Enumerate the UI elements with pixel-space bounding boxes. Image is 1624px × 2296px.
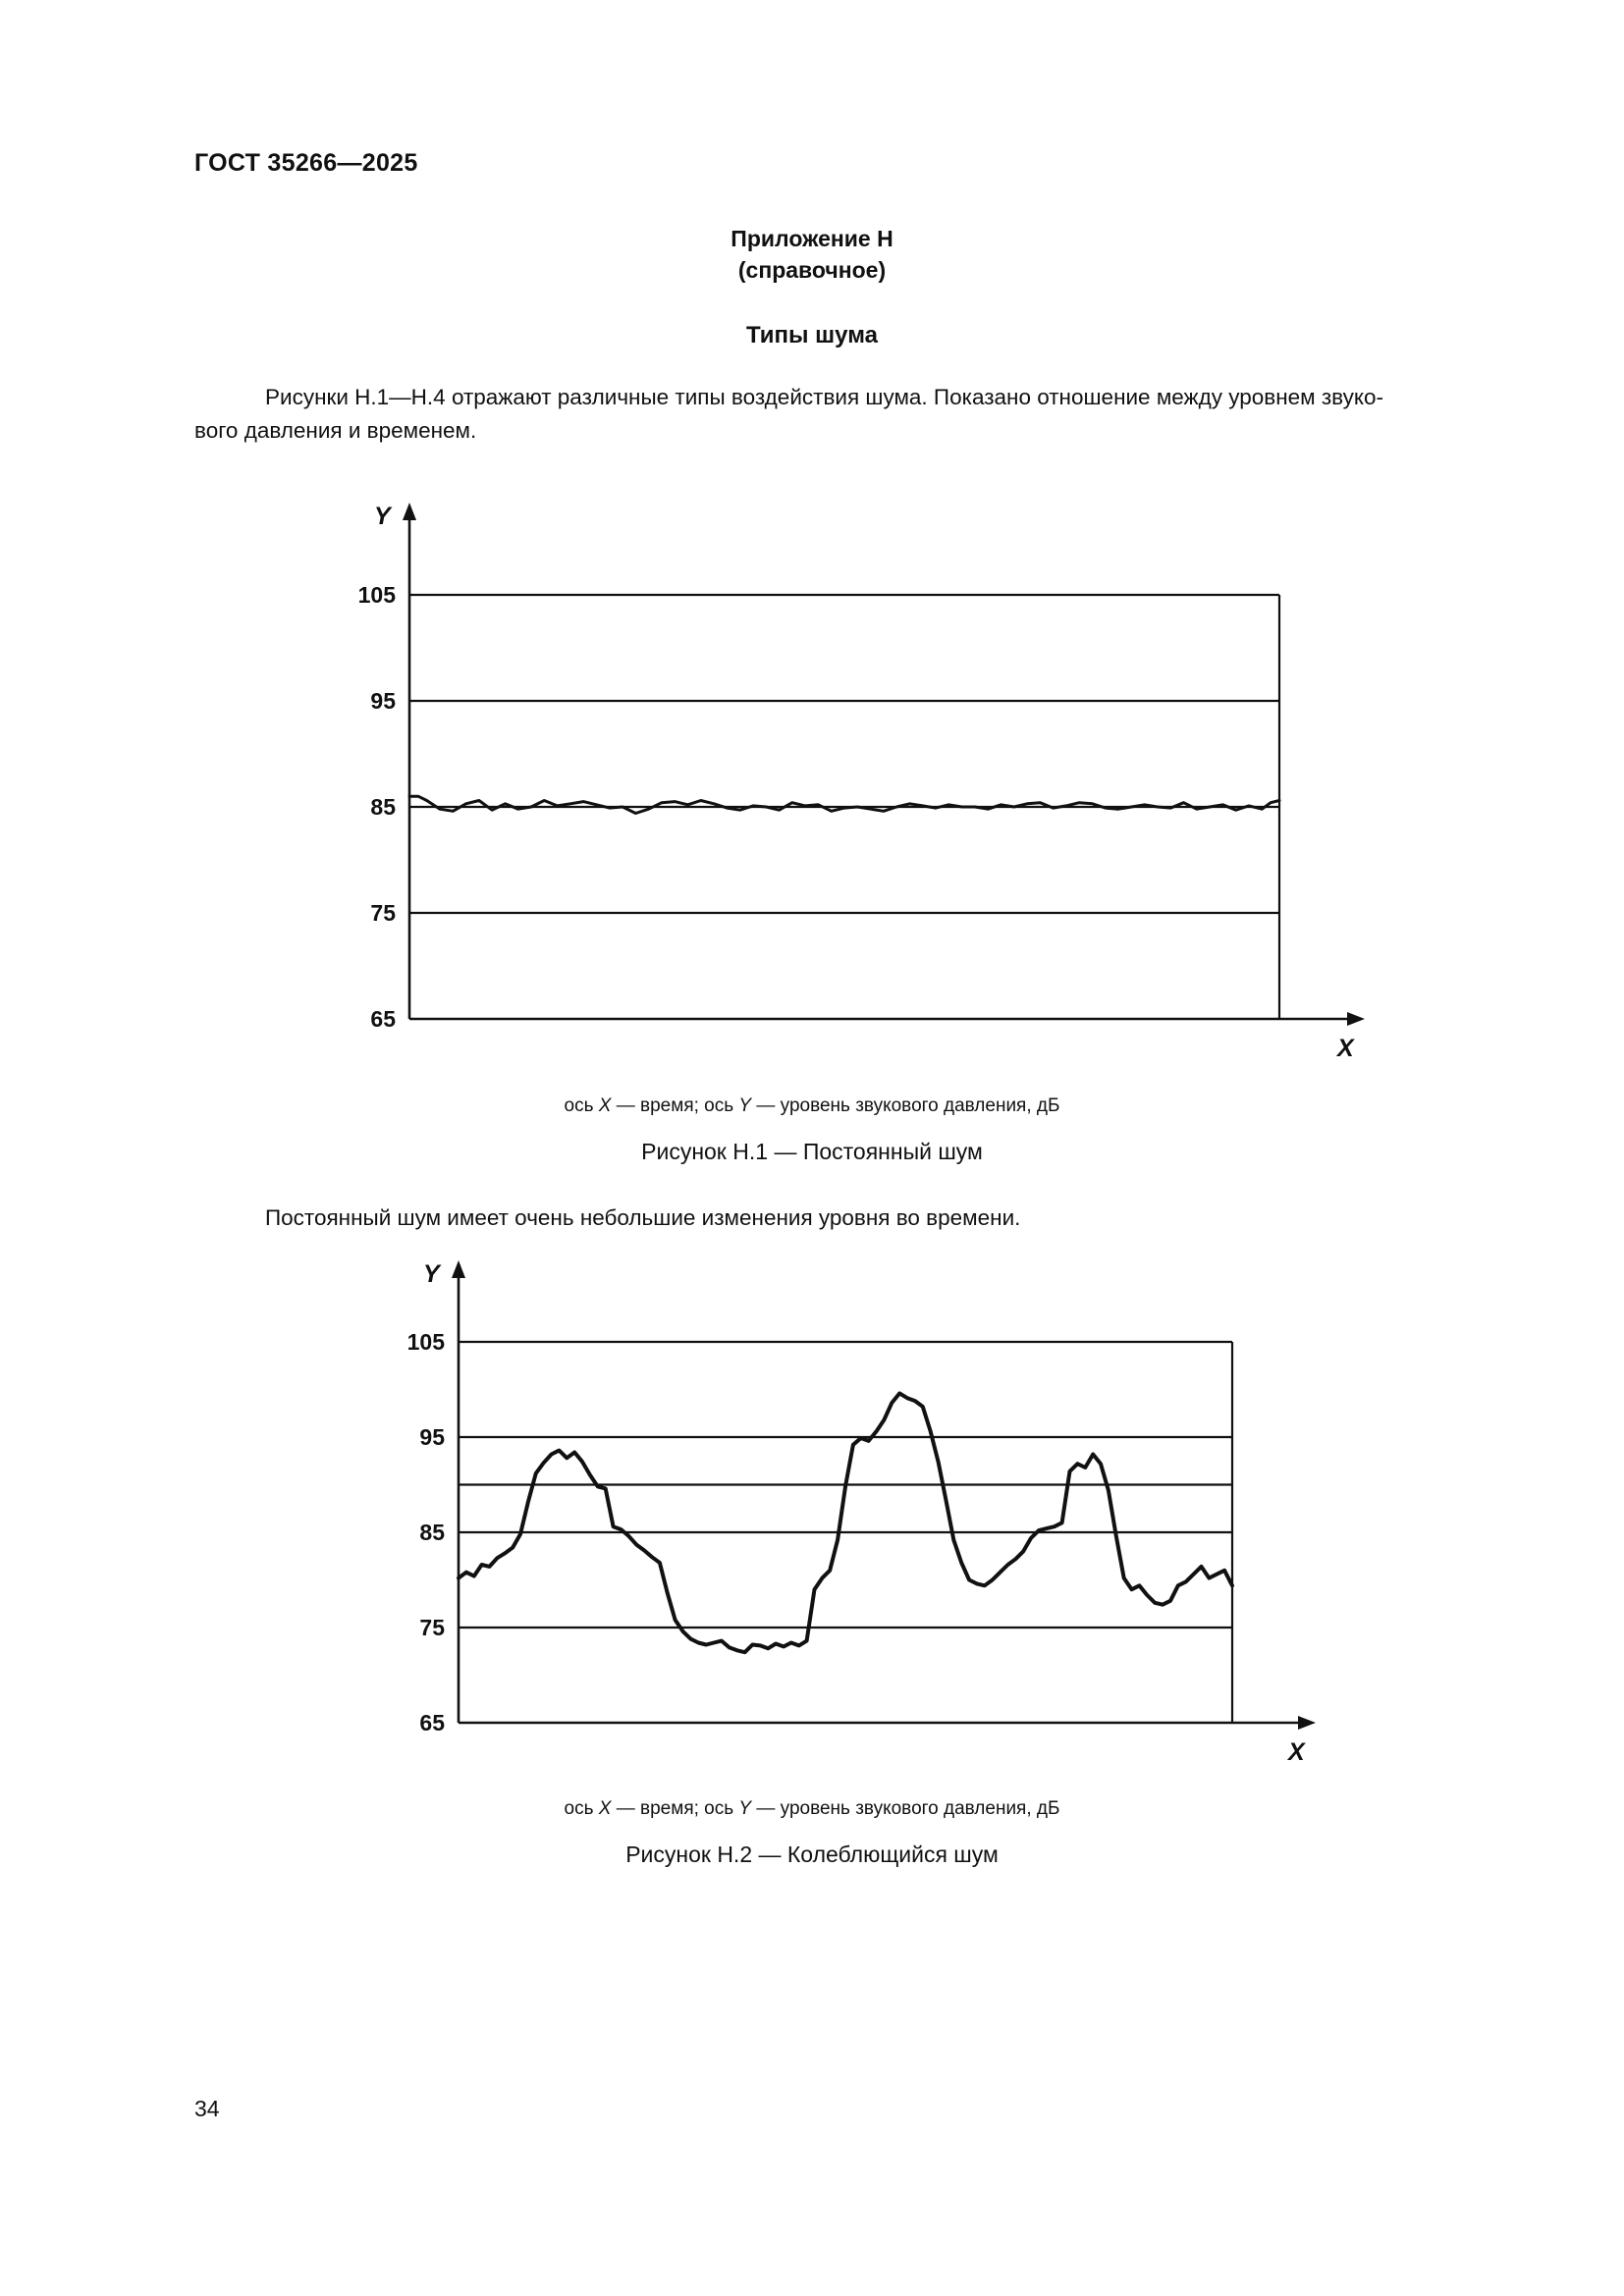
figure-2-caption: Рисунок Н.2 — Колеблющийся шум [625,1842,999,1867]
figure-2-ylabel: Y [423,1260,440,1288]
figure-1-legend-x-prefix: ось [564,1095,599,1116]
figure-2-legend-y-var: Y [738,1798,752,1819]
appendix-title: Приложение Н [731,226,893,251]
appendix-subtitle: (справочное) [737,257,887,283]
section-title: Типы шума [746,322,878,348]
intro-line-1: Рисунки Н.1—Н.4 отражают различные типы воздействия шума. Показано отношение между уровнем звуко- [265,385,1383,409]
figure-2-legend-x-text: — время; ось [611,1798,739,1819]
figure-2-ytick-75: 75 [419,1615,445,1640]
figure-1-legend-y-var: Y [738,1095,752,1116]
figure-2-ytick-65: 65 [419,1710,445,1735]
standard-header: ГОСТ 35266—2025 [194,149,418,177]
figure-1-ytick-65: 65 [370,1006,396,1032]
figure-2-ytick-85: 85 [419,1520,445,1545]
page-number: 34 [194,2096,220,2121]
figure-2-legend-x-prefix: ось [564,1798,599,1819]
figure-1-legend-y-text: — уровень звукового давления, дБ [751,1095,1060,1116]
figure-1-ylabel: Y [374,503,391,530]
figure-1-caption: Рисунок Н.1 — Постоянный шум [641,1139,983,1164]
figure-1-legend-x-text: — время; ось [611,1095,739,1116]
figure-1-xlabel: X [1337,1035,1354,1062]
figure-2-series-line [459,1393,1232,1652]
between-line: Постоянный шум имеет очень небольшие изменения уровня во времени. [265,1205,1021,1230]
figure-1-ytick-95: 95 [370,688,396,714]
intro-line-2: вого давления и временем. [194,418,477,443]
figure-2-y-axis-arrow [452,1260,465,1278]
figure-2-legend-y-text: — уровень звукового давления, дБ [751,1798,1060,1819]
figure-1-ytick-85: 85 [370,794,396,820]
figure-2-ytick-95: 95 [419,1424,445,1450]
figure-2-x-axis-arrow [1298,1716,1316,1730]
figure-1-ytick-75: 75 [370,900,396,926]
figure-1-legend-x-var: X [598,1095,612,1116]
figure-2-legend [0,1798,1624,1820]
figure-2-legend-x-var: X [598,1798,612,1819]
figure-1-ytick-105: 105 [357,582,396,608]
figure-2-ytick-105: 105 [406,1329,445,1355]
figure-2-xlabel: X [1288,1738,1305,1766]
